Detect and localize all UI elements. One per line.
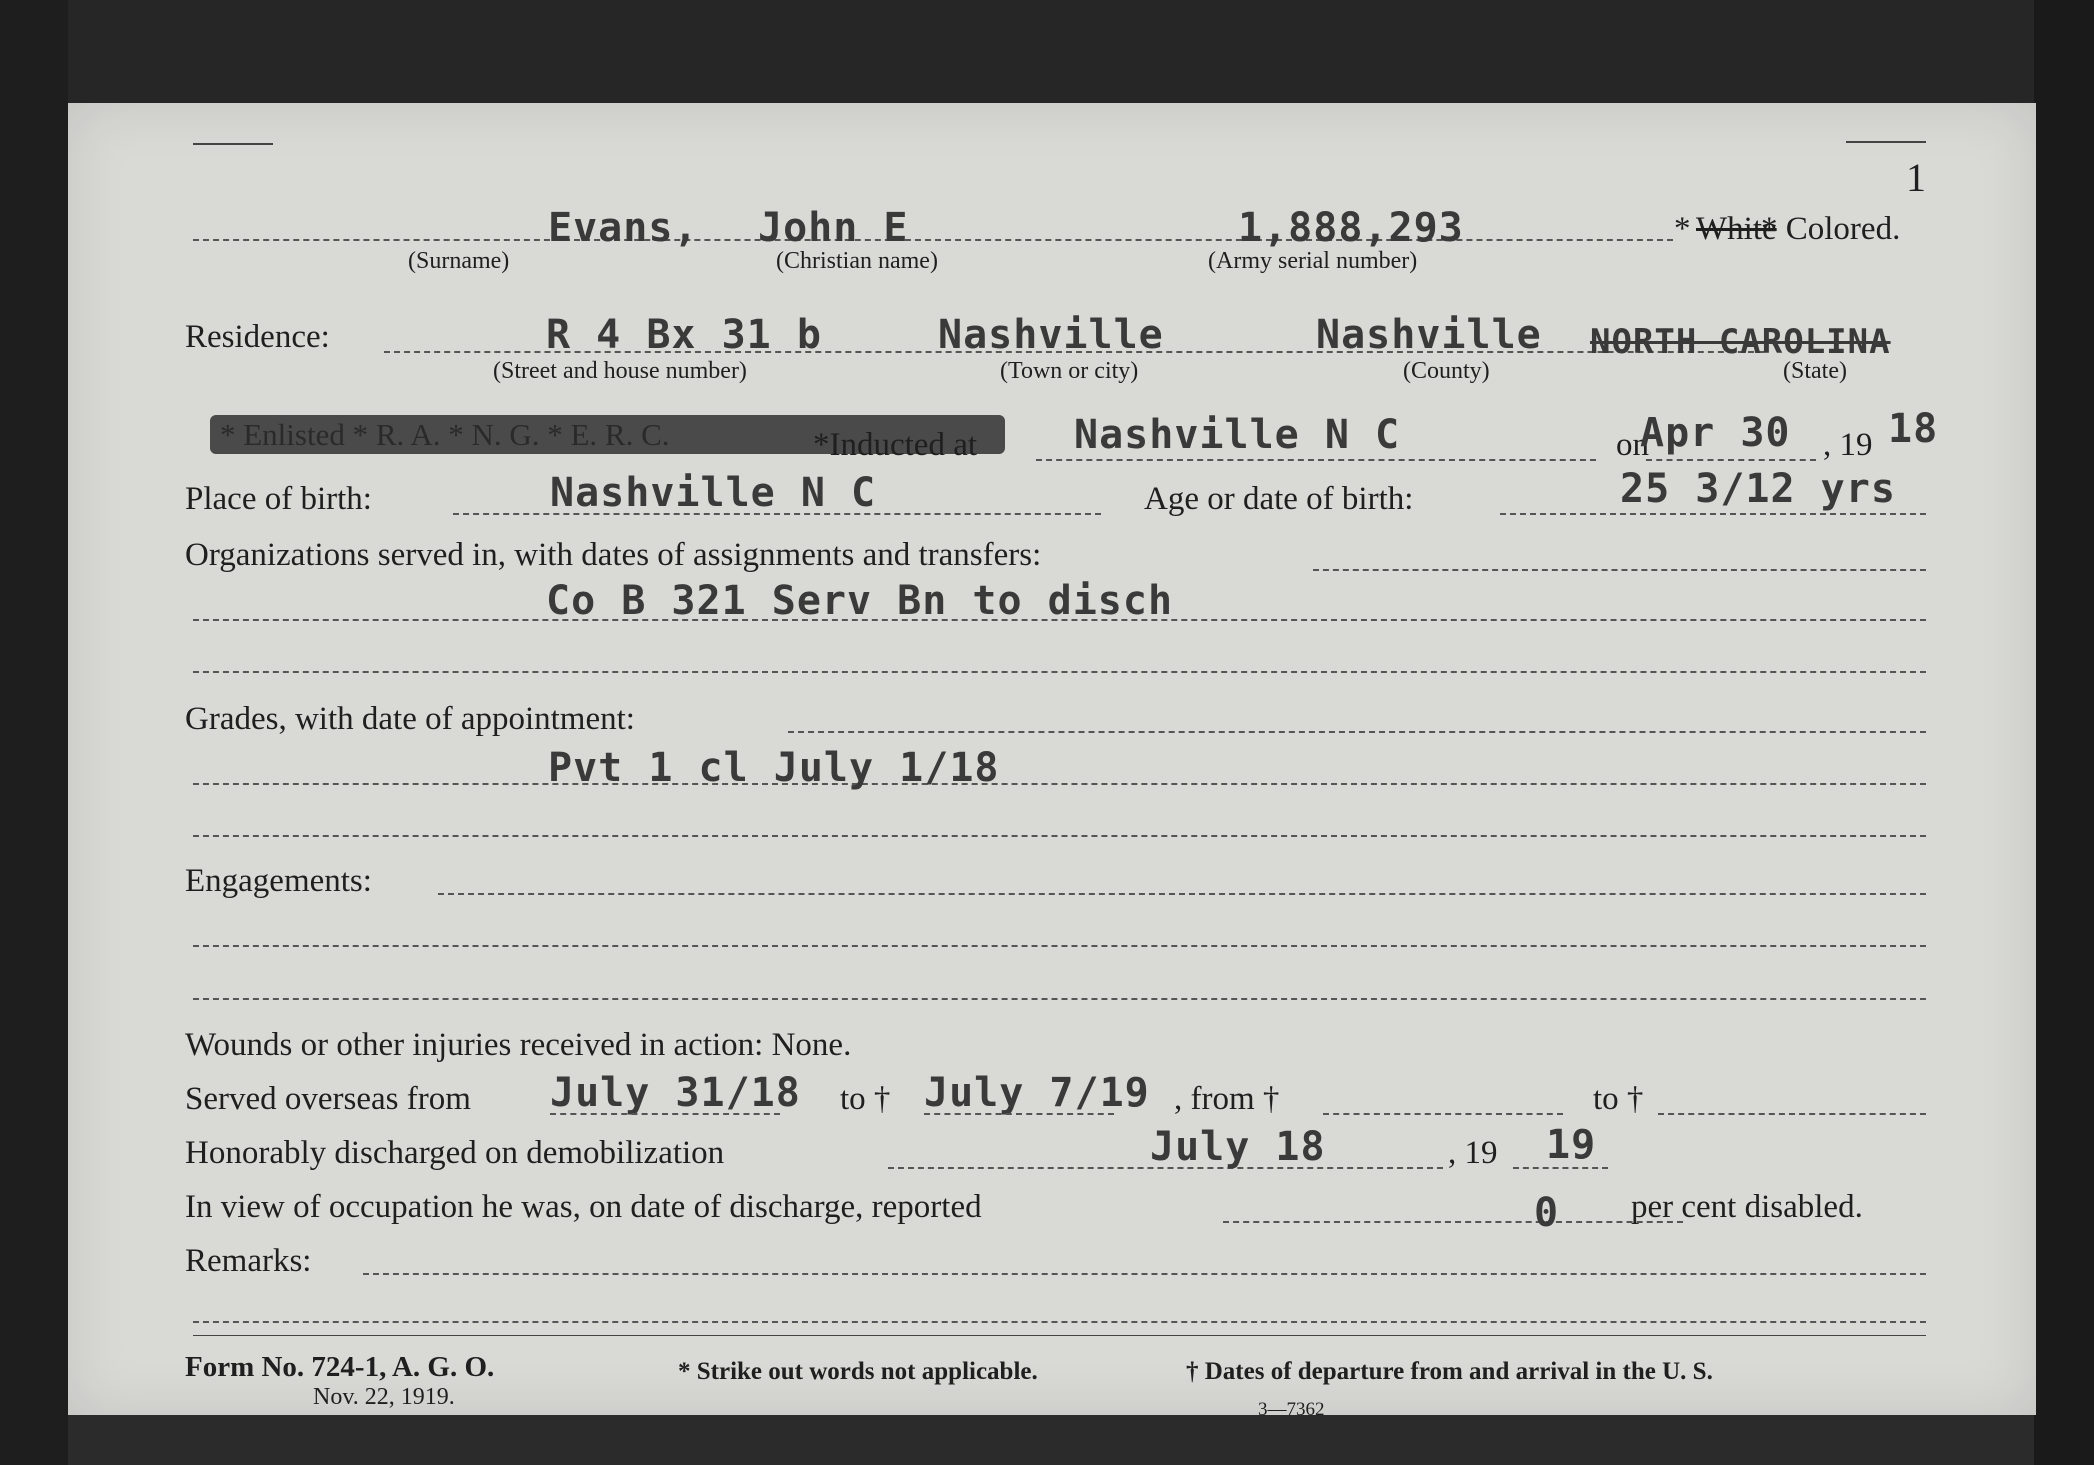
- scan-background-left: [0, 0, 68, 1465]
- overseas-to-label: to †: [840, 1081, 891, 1117]
- enlisted-options: * R. A. * N. G. * E. R. C.: [352, 417, 670, 452]
- form-number: Form No. 724-1, A. G. O.: [185, 1351, 495, 1383]
- serial-number-caption: (Army serial number): [1208, 248, 1418, 274]
- induction-date-line: [1646, 459, 1816, 461]
- grades-label: Grades, with date of appointment:: [185, 701, 635, 737]
- scan-background-top: [0, 0, 2094, 112]
- form-date: Nov. 22, 1919.: [313, 1384, 455, 1410]
- card-number: 1: [1906, 155, 1926, 200]
- scan-background-right: [2034, 0, 2094, 1465]
- disability-suffix: per cent disabled.: [1631, 1189, 1863, 1225]
- age-value: 25 3/12 yrs: [1620, 466, 1896, 512]
- overseas-to-value: July 7/19: [924, 1070, 1150, 1116]
- footnote-strike: * Strike out words not applicable.: [678, 1358, 1038, 1385]
- street-caption: (Street and house number): [493, 358, 747, 384]
- christian-name-caption: (Christian name): [776, 248, 938, 274]
- grades-value: Pvt 1 cl July 1/18: [548, 745, 1000, 791]
- overseas-to2-line: [1658, 1113, 1926, 1115]
- enlisted-label: * Enlisted: [220, 417, 345, 452]
- overseas-to2-label: to †: [1593, 1081, 1644, 1117]
- county-caption: (County): [1403, 358, 1490, 384]
- inducted-place-line: [1036, 459, 1596, 461]
- surname-value: Evans,: [548, 205, 699, 251]
- service-record-card: [68, 103, 2036, 1420]
- place-of-birth-label: Place of birth:: [185, 481, 372, 517]
- engagements-line-1: [438, 893, 1926, 895]
- discharge-year-prefix: , 19: [1448, 1135, 1498, 1171]
- overseas-from2-label: , from †: [1174, 1081, 1280, 1117]
- overseas-from-value: July 31/18: [550, 1070, 801, 1116]
- grades-line-1: [788, 731, 1926, 733]
- state-caption: (State): [1783, 358, 1847, 384]
- age-label: Age or date of birth:: [1144, 481, 1414, 517]
- residence-county-value: Nashville: [1316, 312, 1542, 358]
- engagements-line-2: [193, 945, 1926, 947]
- inducted-label: *Inducted at: [813, 427, 978, 463]
- induction-date-value: Apr 30: [1640, 410, 1791, 456]
- race-white-struck: White: [1696, 211, 1777, 247]
- serial-number-value: 1,888,293: [1238, 205, 1464, 251]
- residence-street-value: R 4 Bx 31 b: [546, 312, 822, 358]
- town-caption: (Town or city): [1000, 358, 1139, 384]
- age-line: [1500, 513, 1926, 515]
- organizations-line-1: [1313, 569, 1926, 571]
- overseas-from2-line: [1323, 1113, 1563, 1115]
- footnote-dates: † Dates of departure from and arrival in the U. S.: [1186, 1358, 1713, 1385]
- surname-caption: (Surname): [408, 248, 510, 274]
- discharge-year-value: 19: [1546, 1122, 1597, 1168]
- organizations-line-3: [193, 671, 1926, 673]
- remarks-label: Remarks:: [185, 1243, 312, 1279]
- organizations-label: Organizations served in, with dates of assignments and transfers:: [185, 537, 1042, 573]
- residence-state-value: NORTH CAROLINA: [1590, 322, 1891, 362]
- residence-label: Residence:: [185, 319, 330, 355]
- christian-name-value: John E: [758, 205, 909, 251]
- overseas-to-line: [924, 1113, 1114, 1115]
- organizations-value: Co B 321 Serv Bn to disch: [546, 578, 1174, 624]
- race-star: *: [1674, 211, 1691, 247]
- residence-town-value: Nashville: [938, 312, 1164, 358]
- induction-year-value: 18: [1888, 406, 1939, 452]
- top-left-rule: [193, 143, 273, 145]
- grades-line-2: [193, 783, 1926, 785]
- top-right-rule: [1846, 141, 1926, 143]
- induction-year-prefix: , 19: [1823, 427, 1873, 463]
- race-colored: * Colored.: [1761, 211, 1901, 247]
- discharge-date-value: July 18: [1150, 1124, 1326, 1170]
- on-label: on: [1616, 427, 1649, 463]
- engagements-line-3: [193, 998, 1926, 1000]
- overseas-from-line: [550, 1113, 780, 1115]
- disability-label: In view of occupation he was, on date of discharge, reported: [185, 1189, 982, 1225]
- remarks-line-2: [193, 1321, 1926, 1323]
- print-code: 3—7362: [1258, 1399, 1325, 1420]
- wounds-label: Wounds or other injuries received in action: None.: [185, 1027, 852, 1063]
- overseas-label: Served overseas from: [185, 1081, 471, 1117]
- place-of-birth-value: Nashville N C: [550, 470, 877, 516]
- grades-line-3: [193, 835, 1926, 837]
- disability-value: 0: [1534, 1190, 1560, 1236]
- inducted-place-value: Nashville N C: [1074, 412, 1401, 458]
- discharge-label: Honorably discharged on demobilization: [185, 1135, 725, 1171]
- disability-line: [1223, 1221, 1683, 1223]
- footer-rule: [193, 1335, 1926, 1336]
- remarks-line-1: [363, 1273, 1926, 1275]
- engagements-label: Engagements:: [185, 863, 372, 899]
